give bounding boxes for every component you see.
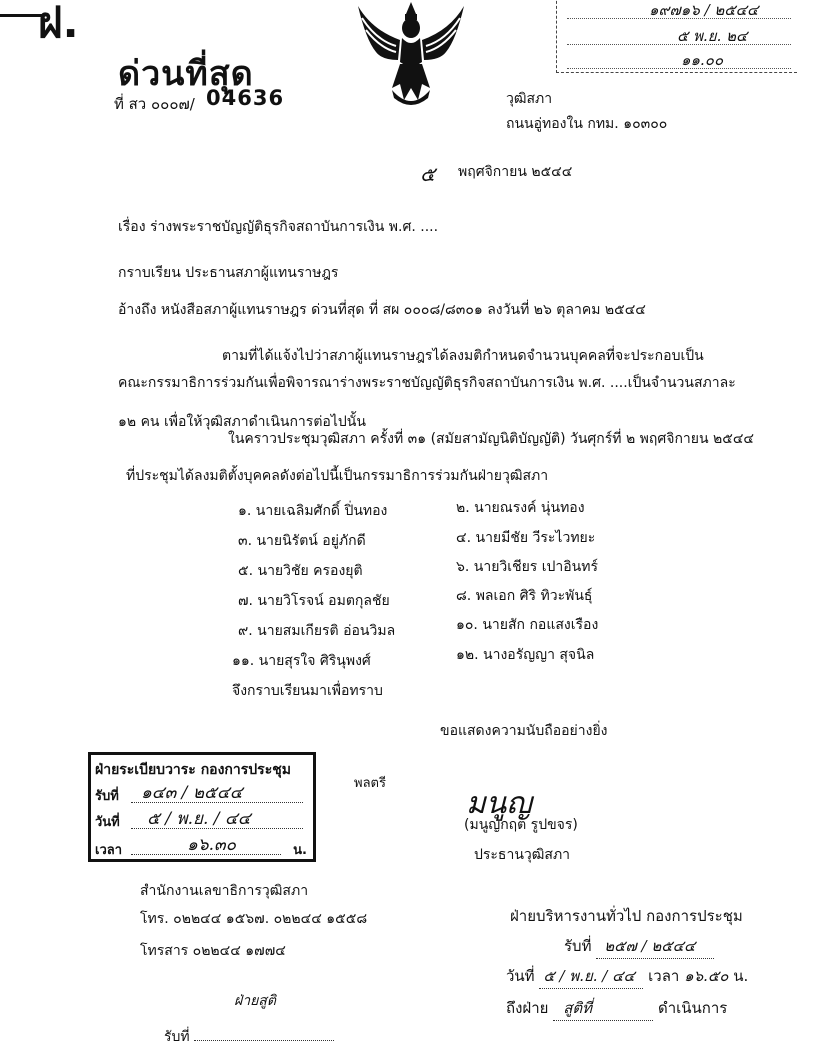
date-month-year: พฤศจิกายน ๒๕๔๔ <box>458 164 573 180</box>
corner-mark: ฝ. <box>38 0 79 47</box>
routing-stamp-title: ฝ่ายบริหารงานทั่วไป กองการประชุม <box>510 907 743 925</box>
member-item: ๑๐. นายสัก กอแสงเรือง <box>456 617 599 633</box>
member-item: ๗. นายวิโรจน์ อมตกุลชัย <box>238 593 390 609</box>
member-item: ๙. นายสมเกียรติ อ่อนวิมล <box>238 623 396 639</box>
document-number-label: ที่ สว ๐๐๐๗/ <box>114 95 195 113</box>
paragraph-1-line-2: คณะกรรมาธิการร่วมกันเพื่อพิจารณาร่างพระราชบัญญัติธุรกิจสถาบันการเงิน พ.ศ. ....เป็นจำนวนสภาละ <box>118 375 736 391</box>
dotted-line <box>194 1040 334 1041</box>
member-item: ๑. นายเฉลิมศักดิ์ ปิ่นทอง <box>238 503 388 519</box>
salutation: กราบเรียน ประธานสภาผู้แทนราษฎร <box>118 265 339 281</box>
routing-to-row <box>506 996 727 1021</box>
date-day: ๕ <box>420 162 436 186</box>
signer-title: ประธานวุฒิสภา <box>474 847 571 863</box>
routing-to-label: ถึงฝ่าย <box>506 999 549 1017</box>
member-item: ๔. นายมีชัย วีระไวทยะ <box>456 530 596 546</box>
member-item: ๘. พลเอก ศิริ ทิวะพันธุ์ <box>456 588 593 604</box>
sender-address: ถนนอู่ทองใน กทม. ๑๐๓๐๐ <box>506 116 668 132</box>
stamp-line <box>567 68 791 69</box>
routing-action: ดำเนินการ <box>657 999 728 1017</box>
handwritten-signature: มนูญ <box>466 786 532 821</box>
subject-line: เรื่อง ร่างพระราชบัญญัติธุรกิจสถาบันการเงิน พ.ศ. .... <box>118 219 439 235</box>
receipt-number: ๑๙๗๑๖ / ๒๕๔๔ <box>649 1 759 19</box>
registry-time-unit: น. <box>293 843 307 858</box>
complimentary-close: ขอแสดงความนับถืออย่างยิ่ง <box>440 723 608 739</box>
paragraph-1-line-1: ตามที่ได้แจ้งไปว่าสภาผู้แทนราษฎรได้ลงมติกำหนดจำนวนบุคคลที่จะประกอบเป็น <box>222 348 704 364</box>
member-item: ๒. นายณรงค์ นุ่นทอง <box>456 500 585 516</box>
registry-date-label: วันที่ <box>95 815 120 830</box>
registry-recv-number: ๑๔๓ / ๒๕๔๔ <box>141 783 243 803</box>
registry-stamp-title: ฝ่ายระเบียบวาระ กองการประชุม <box>95 762 291 778</box>
member-item: ๑๒. นางอรัญญา สุจนิล <box>456 647 595 663</box>
paragraph-2-line-1: ในคราวประชุมวุฒิสภา ครั้งที่ ๓๑ (สมัยสามัญนิติบัญญัติ) วันศุกร์ที่ ๒ พฤศจิกายน ๒๕๔๔ <box>228 431 755 447</box>
routing-recv-number: ๒๕๗ / ๒๕๔๔ <box>596 934 714 959</box>
garuda-emblem-icon <box>352 0 470 112</box>
signer-rank: พลตรี <box>354 776 386 791</box>
closing-line: จึงกราบเรียนมาเพื่อทราบ <box>232 683 383 699</box>
member-item: ๖. นายวิเชียร เปาอินทร์ <box>456 559 599 575</box>
urgency-label: ด่วนที่สุด <box>118 54 254 94</box>
reference-line: อ้างถึง หนังสือสภาผู้แทนราษฎร ด่วนที่สุด ที่ สผ ๐๐๐๘/๘๓๐๑ ลงวันที่ ๒๖ ตุลาคม ๒๕๔๔ <box>118 302 646 318</box>
member-item: ๓. นายนิรัตน์ อยู่ภักดี <box>238 533 366 549</box>
signer-name: (มนูญกฤต รูปขจร) <box>464 817 578 833</box>
routing-recv-row <box>564 934 714 959</box>
document-number: 04636 <box>206 86 285 110</box>
registry-stamp <box>88 752 316 862</box>
telephone: โทร. ๐๒๒๔๔ ๑๕๖๗. ๐๒๒๔๔ ๑๕๕๘ <box>140 911 368 927</box>
member-item: ๑๑. นายสุรใจ ศิรินุพงศ์ <box>232 653 371 669</box>
routing-recv-label: รับที่ <box>564 937 592 955</box>
receipt-date: ๕ พ.ย. ๒๔ <box>677 27 748 45</box>
registry-time-label: เวลา <box>95 843 123 858</box>
routing-time-label: เวลา <box>648 967 680 985</box>
paragraph-1-line-3: ๑๒ คน เพื่อให้วุฒิสภาดำเนินการต่อไปนั้น <box>118 414 366 430</box>
registry-time-value: ๑๖.๓๐ <box>187 835 236 855</box>
routing-date-label: วันที่ <box>506 967 535 985</box>
corner-rule <box>0 14 42 17</box>
receipt-stamp <box>556 0 797 73</box>
routing-date-value: ๕ / พ.ย. / ๔๔ <box>539 964 643 989</box>
handwritten-department: ฝ่ายสูติ <box>234 993 276 1009</box>
routing-time-unit: น. <box>733 967 749 985</box>
bottom-recv-row <box>164 1026 334 1048</box>
fax: โทรสาร ๐๒๒๔๔ ๑๗๗๔ <box>140 943 286 959</box>
bottom-recv-label: รับที่ <box>164 1029 190 1045</box>
sender-organization: วุฒิสภา <box>506 91 553 107</box>
routing-to-value: สูติที่ <box>553 996 653 1021</box>
receipt-time: ๑๑.๐๐ <box>681 51 724 69</box>
routing-date-row <box>506 964 748 989</box>
registry-date-value: ๕ / พ.ย. / ๔๔ <box>147 809 251 829</box>
member-item: ๕. นายวิชัย ครองยุติ <box>238 563 363 579</box>
routing-time-value: ๑๖.๕๐ <box>684 967 729 985</box>
registry-recv-label: รับที่ <box>95 789 119 804</box>
paragraph-2-line-2: ที่ประชุมได้ลงมติตั้งบุคคลดังต่อไปนี้เป็นกรรมาธิการร่วมกันฝ่ายวุฒิสภา <box>126 468 549 484</box>
office-name: สำนักงานเลขาธิการวุฒิสภา <box>140 883 309 899</box>
